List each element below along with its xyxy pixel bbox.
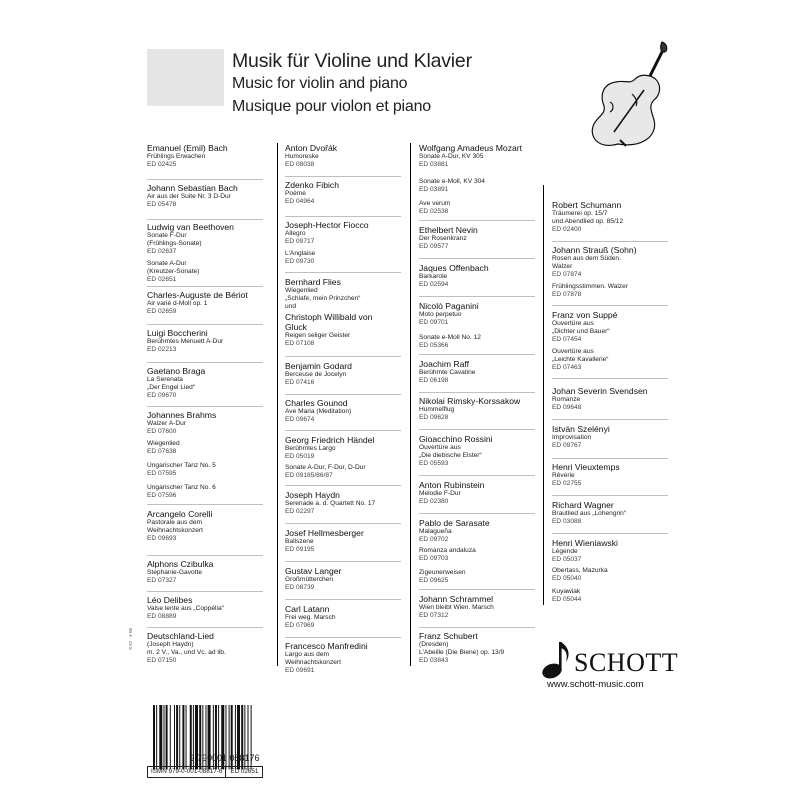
work-title: Barkarole xyxy=(419,273,448,280)
edition-number: ED 09628 xyxy=(419,414,449,422)
composer-name: Gaetano Braga xyxy=(147,366,206,376)
catalog-entry xyxy=(419,359,559,385)
barcode-digits: 9 790001 088176 xyxy=(189,753,260,763)
entry-divider xyxy=(419,627,535,628)
work-title: m. 2 V., Va., und Vc. ad lib. xyxy=(147,649,226,657)
catalog-entry xyxy=(285,312,425,348)
edition-number: ED 07595 xyxy=(147,470,177,478)
catalog-entry xyxy=(147,143,287,169)
catalog-entry xyxy=(147,595,287,621)
catalog-entry xyxy=(419,143,559,169)
work-title: Sonate A-Dur, KV 305 xyxy=(419,153,484,160)
work-title: Walzer xyxy=(552,263,573,271)
entry-divider xyxy=(419,392,535,393)
composer-name: Franz Schubert xyxy=(419,631,478,641)
work-title: Moto perpetuo xyxy=(419,311,462,318)
work-title: Der Rosenkranz xyxy=(419,235,467,242)
work-title: Sonate A-Dur xyxy=(147,260,187,267)
catalog-entry xyxy=(285,528,425,554)
composer-name: Bernhard Flies xyxy=(285,277,341,287)
composer-name: Josef Hellmesberger xyxy=(285,528,364,538)
composer-name: Charles Gounod xyxy=(285,398,348,408)
work-title: und xyxy=(285,303,297,311)
edition-number: ED 02538 xyxy=(419,208,449,216)
composer-name: Charles-Auguste de Bériot xyxy=(147,290,248,300)
ismn-box xyxy=(147,766,263,778)
work-title: Berühmtes Menuett A-Dur xyxy=(147,338,224,345)
ismn-label: ISMN 979-0-001-08817-6 xyxy=(151,768,223,775)
entry-divider xyxy=(147,286,263,287)
work-title: Sonate e-Moll No. 12 xyxy=(419,334,481,341)
edition-number: ED 09730 xyxy=(285,258,315,266)
work-title: Berceuse de Jocelyn xyxy=(285,371,347,378)
edition-number: ED 07454 xyxy=(552,336,582,344)
barcode xyxy=(147,705,302,775)
composer-name: Zdenko Fibich xyxy=(285,180,339,190)
edition-number: ED 08038 xyxy=(285,161,315,169)
composer-name: Deutschland-Lied xyxy=(147,631,214,641)
catalog-entry xyxy=(285,490,425,516)
work-title: Weihnachtskonzert xyxy=(285,659,341,667)
entry-divider xyxy=(552,241,668,242)
work-title: La Serenata xyxy=(147,376,183,383)
work-title: Allegro xyxy=(285,230,306,237)
catalog-entry xyxy=(147,260,287,285)
edition-number: ED 05040 xyxy=(552,575,582,583)
composer-name: Emanuel (Emil) Bach xyxy=(147,143,228,153)
edition-number: ED 02400 xyxy=(552,226,582,234)
catalog-entry xyxy=(419,547,559,563)
catalog-entry xyxy=(419,569,559,585)
work-title: Ungarischer Tanz No. 6 xyxy=(147,484,216,491)
work-title: (Kreutzer-Sonate) xyxy=(147,268,200,276)
edition-number: ED 07969 xyxy=(285,622,315,630)
entry-divider xyxy=(419,296,535,297)
title-french: Musique pour violon et piano xyxy=(232,98,431,115)
side-code: S 67 · 6 06 xyxy=(128,627,133,650)
work-title: Frei weg. Marsch xyxy=(285,614,336,621)
work-title: Ave Maria (Meditation) xyxy=(285,408,352,415)
entry-divider xyxy=(285,176,401,177)
composer-name: Alphons Czibulka xyxy=(147,559,214,569)
catalog-entry xyxy=(419,631,559,666)
work-title: Weihnachtskonzert xyxy=(147,527,203,535)
composer-name: Henri Wieniawski xyxy=(552,538,618,548)
catalog-entry xyxy=(285,641,425,676)
catalog-entry xyxy=(285,464,425,480)
edition-number: ED 09703 xyxy=(419,555,449,563)
composer-name: Robert Schumann xyxy=(552,200,622,210)
catalog-entry xyxy=(147,440,287,456)
work-title: Ave verum xyxy=(419,200,451,207)
work-title: Obertass, Mazurka xyxy=(552,567,608,574)
edition-number: ED 09693 xyxy=(147,535,177,543)
composer-name: Pablo de Sarasate xyxy=(419,518,490,528)
catalog-entry xyxy=(147,183,287,209)
entry-divider xyxy=(552,419,668,420)
work-title: (Frühlings-Sonate) xyxy=(147,240,202,248)
catalog-entry xyxy=(419,594,559,620)
catalog-entry xyxy=(552,567,692,583)
catalog-entry xyxy=(285,250,425,266)
work-title: Zigeunerweisen xyxy=(419,569,466,576)
catalog-entry xyxy=(285,604,425,630)
catalog-entry xyxy=(419,200,559,216)
composer-name: Carl Latann xyxy=(285,604,330,614)
entry-divider xyxy=(147,555,263,556)
composer-name: Henri Vieuxtemps xyxy=(552,462,620,472)
catalog-entry xyxy=(552,310,692,345)
work-title: Malagueña xyxy=(419,528,452,535)
composer-name: Johan Severin Svendsen xyxy=(552,386,648,396)
work-title: und Abendlied op. 85/12 xyxy=(552,218,624,226)
entry-divider xyxy=(285,485,401,486)
work-title: Sonate F-Dur xyxy=(147,232,187,239)
work-title: Air aus der Suite Nr. 3 D-Dur xyxy=(147,193,231,200)
composer-name: Johann Strauß (Sohn) xyxy=(552,245,637,255)
work-title: Pastorale aus dem xyxy=(147,519,202,526)
entry-divider xyxy=(285,430,401,431)
work-title: „Die diebische Elster“ xyxy=(419,452,482,460)
edition-number: ED 07600 xyxy=(147,428,177,436)
composer-name: Anton Rubinstein xyxy=(419,480,485,490)
work-title: Wiegenlied xyxy=(285,287,318,294)
edition-number: ED 09648 xyxy=(552,404,582,412)
work-title: Humoreske xyxy=(285,153,319,160)
edition-number: ED 07638 xyxy=(147,448,177,456)
edition-number: ED 02425 xyxy=(147,161,177,169)
work-title: Brautlied aus „Lohengrin“ xyxy=(552,510,627,517)
edition-number: ED 02637 xyxy=(147,248,177,256)
catalog-entry xyxy=(552,283,692,299)
catalog-entry xyxy=(419,263,559,289)
edition-number: ED 02594 xyxy=(419,281,449,289)
composer-name: Richard Wagner xyxy=(552,500,614,510)
entry-divider xyxy=(285,394,401,395)
catalog-entry xyxy=(285,566,425,592)
catalog-entry xyxy=(552,386,692,412)
entry-divider xyxy=(552,305,668,306)
catalog-entry xyxy=(147,366,287,401)
composer-name: Jaques Offenbach xyxy=(419,263,489,273)
publisher-url[interactable]: www.schott-music.com xyxy=(547,679,644,690)
entry-divider xyxy=(285,216,401,217)
work-title: Frühlingsstimmen. Walzer xyxy=(552,283,628,290)
catalog-entry xyxy=(285,143,425,169)
work-title: Ungarischer Tanz No. 5 xyxy=(147,462,216,469)
publisher-name: SCHOTT xyxy=(574,648,679,677)
composer-name: Francesco Manfredini xyxy=(285,641,368,651)
edition-number: ED 02755 xyxy=(552,480,582,488)
edition-number: ED 08739 xyxy=(285,584,315,592)
music-note-icon xyxy=(540,640,574,680)
catalog-entry xyxy=(552,588,692,604)
work-title: L'Anglaise xyxy=(285,250,316,257)
edition-number: ED 04964 xyxy=(285,198,315,206)
edition-number: ED 09674 xyxy=(285,416,315,424)
composer-name: Johann Schrammel xyxy=(419,594,494,604)
work-title: Improvisation xyxy=(552,434,592,441)
composer-name: Joachim Raff xyxy=(419,359,469,369)
edition-number: ED 08889 xyxy=(147,613,177,621)
edition-number: ED 09691 xyxy=(285,667,315,675)
entry-divider xyxy=(147,406,263,407)
catalog-entry xyxy=(552,462,692,488)
edition-number: ED 02380 xyxy=(419,498,449,506)
edition-number: ED 05478 xyxy=(147,201,177,209)
composer-name: Léo Delibes xyxy=(147,595,193,605)
edition-number: ED 02297 xyxy=(285,508,315,516)
ismn-edition-label: ED 02651 xyxy=(225,767,262,777)
grey-label-box xyxy=(147,49,224,106)
composer-name: Benjamin Godard xyxy=(285,361,352,371)
entry-divider xyxy=(147,219,263,220)
edition-number: ED 03088 xyxy=(552,518,582,526)
work-title: Rêverie xyxy=(552,472,575,479)
entry-divider xyxy=(285,599,401,600)
work-title: Air varié d-Moll op. 1 xyxy=(147,300,208,307)
catalog-entry xyxy=(147,631,287,666)
catalog-entry xyxy=(419,434,559,469)
entry-divider xyxy=(419,513,535,514)
catalog-entry xyxy=(552,424,692,450)
catalog-entry xyxy=(419,301,559,327)
composer-name: Anton Dvořák xyxy=(285,143,338,153)
work-title: L'Abeille (Die Biene) op. 13/9 xyxy=(419,649,505,657)
work-title: (Joseph Haydn) xyxy=(147,641,194,648)
work-title: Ouvertüre aus xyxy=(419,444,461,451)
entry-divider xyxy=(552,458,668,459)
work-title: Serenade a. d. Quartett No. 17 xyxy=(285,500,376,507)
composer-name: Arcangelo Corelli xyxy=(147,509,213,519)
work-title: Valse lente aus „Coppélia“ xyxy=(147,605,224,612)
edition-number: ED 02651 xyxy=(147,276,177,284)
catalog-entry xyxy=(147,328,287,354)
work-title: Sonate A-Dur, F-Dur, D-Dur xyxy=(285,464,366,471)
catalog-entry xyxy=(552,200,692,235)
entry-divider xyxy=(419,354,535,355)
catalog-entry xyxy=(147,410,287,436)
work-title: Ouvertüre aus xyxy=(552,348,594,355)
catalog-entry xyxy=(285,435,425,461)
composer-name: István Szelényi xyxy=(552,424,610,434)
work-title: Ouvertüre aus xyxy=(552,320,594,327)
violin-illustration xyxy=(580,40,670,180)
edition-number: ED 09717 xyxy=(285,238,315,246)
catalog-entry xyxy=(285,361,425,387)
column-divider xyxy=(277,143,278,666)
work-title: Hummelflug xyxy=(419,406,455,413)
edition-number: ED 07327 xyxy=(147,577,177,585)
entry-divider xyxy=(147,362,263,363)
entry-divider xyxy=(285,356,401,357)
catalog-entry xyxy=(147,559,287,585)
work-title: Träumerei op. 15/7 xyxy=(552,210,608,217)
work-title: Großmütterchen xyxy=(285,576,334,583)
edition-number: ED 09577 xyxy=(419,243,449,251)
composer-name: Joseph-Hector Fiocco xyxy=(285,220,369,230)
work-title: Frühlings Erwachen xyxy=(147,153,206,160)
catalog-entry xyxy=(552,538,692,564)
edition-number: ED 07596 xyxy=(147,492,177,500)
work-title: „Schlafe, mein Prinzchen“ xyxy=(285,295,361,303)
entry-divider xyxy=(419,475,535,476)
entry-divider xyxy=(552,533,668,534)
work-title: Rosen aus dem Süden. xyxy=(552,255,621,262)
composer-name: Nikolai Rimsky-Korssakow xyxy=(419,396,521,406)
entry-divider xyxy=(552,495,668,496)
work-title: Romanze xyxy=(552,396,581,403)
composer-name: Christoph Willibald von Gluck xyxy=(285,312,373,332)
composer-name: Johannes Brahms xyxy=(147,410,217,420)
entry-divider xyxy=(285,637,401,638)
work-title: Romanza andaluza xyxy=(419,547,476,554)
entry-divider xyxy=(285,272,401,273)
entry-divider xyxy=(147,591,263,592)
edition-number: ED 07150 xyxy=(147,657,177,665)
composer-name: Wolfgang Amadeus Mozart xyxy=(419,143,523,153)
catalog-entry xyxy=(552,245,692,280)
composer-name: Ludwig van Beethoven xyxy=(147,222,234,232)
work-title: Ballszene xyxy=(285,538,314,545)
edition-number: ED 09625 xyxy=(419,577,449,585)
catalog-entry xyxy=(419,178,559,194)
composer-name: Ethelbert Nevin xyxy=(419,225,478,235)
edition-number: ED 05044 xyxy=(552,596,582,604)
edition-number: ED 05593 xyxy=(419,460,449,468)
edition-number: ED 03891 xyxy=(419,186,449,194)
work-title: Wien bleibt Wien. Marsch xyxy=(419,604,494,611)
edition-number: ED 02659 xyxy=(147,308,177,316)
work-title: Sonate e-Moll, KV 304 xyxy=(419,178,485,185)
work-title: „Der Engel Lied“ xyxy=(147,384,196,392)
catalog-entry xyxy=(147,222,287,257)
work-title: Kuyawiak xyxy=(552,588,581,595)
work-title: Poème xyxy=(285,190,306,197)
entry-divider xyxy=(285,561,401,562)
edition-number: ED 09702 xyxy=(419,536,449,544)
edition-number: ED 06198 xyxy=(419,377,449,385)
composer-name: Joseph Haydn xyxy=(285,490,340,500)
work-title: Berühmte Cavatine xyxy=(419,369,476,376)
edition-number: ED 07874 xyxy=(552,271,582,279)
edition-number: ED 07878 xyxy=(552,291,582,299)
entry-divider xyxy=(147,504,263,505)
work-title: Reigen seliger Geister xyxy=(285,332,351,339)
work-title: (Dresden) xyxy=(419,641,449,648)
composer-name: Gioacchino Rossini xyxy=(419,434,493,444)
catalog-entry xyxy=(285,180,425,206)
catalog-entry xyxy=(552,500,692,526)
work-title: Melodie F-Dur xyxy=(419,490,461,497)
entry-divider xyxy=(285,523,401,524)
catalog-entry xyxy=(147,509,287,544)
edition-number: ED 09701 xyxy=(419,319,449,327)
edition-number: ED 05366 xyxy=(419,342,449,350)
catalog-entry xyxy=(285,398,425,424)
entry-divider xyxy=(147,324,263,325)
column-divider xyxy=(410,143,411,666)
edition-number: ED 09670 xyxy=(147,392,177,400)
edition-number: ED 09185/86/87 xyxy=(285,472,333,480)
edition-number: ED 07416 xyxy=(285,379,315,387)
entry-divider xyxy=(147,627,263,628)
work-title: Walzer A-Dur xyxy=(147,420,186,427)
work-title: Largo aus dem xyxy=(285,651,329,658)
edition-number: ED 07463 xyxy=(552,364,582,372)
composer-name: Johann Sebastian Bach xyxy=(147,183,238,193)
entry-divider xyxy=(419,258,535,259)
composer-name: Georg Friedrich Händel xyxy=(285,435,375,445)
catalog-entry xyxy=(419,518,559,544)
edition-number: ED 05037 xyxy=(552,556,582,564)
edition-number: ED 07108 xyxy=(285,340,315,348)
work-title: Légende xyxy=(552,548,578,555)
edition-number: ED 03843 xyxy=(419,657,449,665)
composer-name: Gustav Langer xyxy=(285,566,342,576)
work-title: „Dichter und Bauer“ xyxy=(552,328,610,336)
work-title: Wiegenlied xyxy=(147,440,180,447)
edition-number: ED 03881 xyxy=(419,161,449,169)
edition-number: ED 09767 xyxy=(552,442,582,450)
edition-number: ED 07312 xyxy=(419,612,449,620)
work-title: Berühmtes Largo xyxy=(285,445,336,452)
work-title: „Leichte Kavallerie“ xyxy=(552,356,609,364)
catalog-entry xyxy=(419,334,559,350)
entry-divider xyxy=(419,589,535,590)
catalog-entry xyxy=(147,462,287,478)
column-divider xyxy=(543,185,544,605)
catalog-entry xyxy=(285,277,425,312)
catalog-entry xyxy=(552,348,692,373)
title-english: Music for violin and piano xyxy=(232,75,408,92)
composer-name: Franz von Suppé xyxy=(552,310,618,320)
edition-number: ED 05019 xyxy=(285,453,315,461)
catalog-entry xyxy=(147,484,287,500)
catalog-entry xyxy=(285,220,425,246)
edition-number: ED 09195 xyxy=(285,546,315,554)
catalog-entry xyxy=(419,396,559,422)
entry-divider xyxy=(552,378,668,379)
catalog-entry xyxy=(147,290,287,316)
composer-name: Luigi Boccherini xyxy=(147,328,208,338)
entry-divider xyxy=(419,220,535,221)
catalog-entry xyxy=(419,225,559,251)
composer-name: Nicolò Paganini xyxy=(419,301,479,311)
entry-divider xyxy=(419,429,535,430)
work-title: Stephanie-Gavotte xyxy=(147,569,202,576)
catalog-entry xyxy=(419,480,559,506)
entry-divider xyxy=(147,179,263,180)
title-german: Musik für Violine und Klavier xyxy=(232,50,472,72)
edition-number: ED 02213 xyxy=(147,346,177,354)
